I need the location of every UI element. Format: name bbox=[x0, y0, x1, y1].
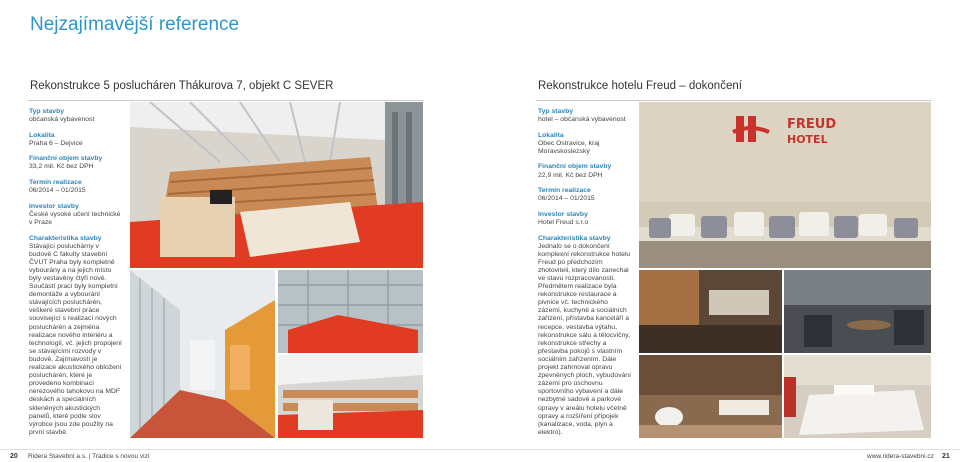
field-term bbox=[538, 187, 632, 203]
right-info-column bbox=[538, 108, 632, 437]
field-term bbox=[29, 179, 123, 195]
characteristics-label: Charakteristika stavby bbox=[29, 234, 102, 242]
footer-divider bbox=[0, 449, 960, 450]
acoustic-panels-photo bbox=[278, 270, 423, 353]
field-budget bbox=[29, 155, 123, 171]
field-label: Finanční objem stavby bbox=[29, 155, 103, 163]
left-project-title: Rekonstrukce 5 poslucháren Thákurova 7, objekt C SEVER bbox=[30, 80, 334, 92]
field-label: Typ stavby bbox=[29, 108, 65, 115]
field-label: Investor stavby bbox=[29, 202, 79, 210]
field-label: Lokalita bbox=[29, 131, 55, 139]
bathroom-photo bbox=[639, 355, 782, 438]
hotel-room-photo bbox=[784, 355, 931, 438]
characteristics-text: Stávající posluchárny v budově C fakulty stavební ČVUT Praha byly kompletně vybourány a na jejich místo byly vestavěny čtyři nové. Součástí prací byly kompletní demontáže a vybourání stávajících posluchárén, veškeré stavební práce související s realizací nových posluchárén a zejména realizace nového interiéru a technologií, vč. jejich propojení se stávajícími rozvody v budově. Zajímavostí je realizace akustického obložení posluchárén, které je provedeno kombinací nerezového tahokovu na MDF deskách a speciálních skleněných akustických panelů, které podle slov výrobce jsou zde použity na první stavbě. bbox=[29, 242, 122, 436]
field-investor bbox=[29, 203, 123, 227]
field-value: Praha 6 – Dejvice bbox=[29, 139, 83, 147]
left-info-column bbox=[29, 108, 123, 437]
characteristics-label: Charakteristika stavby bbox=[538, 234, 611, 242]
right-project-title: Rekonstrukce hotelu Freud – dokončení bbox=[538, 80, 742, 92]
divider-left bbox=[28, 100, 423, 101]
field-label: Lokalita bbox=[538, 131, 564, 139]
field-label: Typ stavby bbox=[538, 108, 574, 115]
field-value: hotel – občanská vybavenost bbox=[538, 116, 626, 124]
field-type bbox=[29, 108, 123, 124]
characteristics-text: Jednalo se o dokončení komplexní rekonstrukce hotelu Freud po předchozím zhotoviteli, který dílo zanechal ve stavu rozpracovanosti. Předmětem realizace byla rekonstrukce restaurace a pivnice vč. technického zázemí, kuchyně a sociálních zařízení, přístavba kanceláří a recepce, vestavba výtahu, rekonstrukce sálu a tělocvičny, rekonstrukce střechy a přestavba pokojů s vlastním sociálním zařízením. Dále projekt zahrnoval opravu zpevněných ploch, vybudování zázemí pro úschovnu sportovního vybavení a dále nezbytné sadové a parkové úpravy v areálu hotelu včetně opravy a rozšíření přípojek (kanalizace, voda, plyn a elektro). bbox=[538, 242, 631, 436]
cafe-photo bbox=[639, 270, 782, 353]
field-value: Obec Ostravice, kraj Moravskoslezský bbox=[538, 139, 600, 155]
field-label: Finanční objem stavby bbox=[538, 163, 612, 171]
corridor-photo bbox=[130, 270, 275, 438]
field-value: 22,9 mil. Kč bez DPH bbox=[538, 171, 603, 179]
page-number-right: 21 bbox=[942, 453, 950, 460]
field-location bbox=[29, 132, 123, 148]
page-number-left: 20 bbox=[10, 453, 18, 460]
restaurant-photo bbox=[784, 270, 931, 353]
footer-website[interactable]: www.ridera-stavebni.cz bbox=[867, 453, 934, 460]
hotel-lounge-photo bbox=[639, 102, 931, 268]
field-value: 33,2 mil. Kč bez DPH bbox=[29, 163, 94, 171]
field-value: České vysoké učení technické v Praze bbox=[29, 210, 121, 226]
footer-company: Ridera Stavební a.s. | Tradice s novou vizí bbox=[28, 453, 150, 460]
field-label: Investor stavby bbox=[538, 210, 588, 218]
field-investor bbox=[538, 211, 632, 227]
logo-text-hotel: HOTEL bbox=[787, 133, 828, 146]
field-value: Hotel Freud s.r.o bbox=[538, 218, 589, 226]
field-budget bbox=[538, 163, 632, 179]
field-label: Termín realizace bbox=[29, 179, 82, 187]
divider-right bbox=[536, 100, 931, 101]
logo-text-freud: FREUD bbox=[787, 117, 837, 132]
auditorium-photo bbox=[278, 355, 423, 438]
field-location bbox=[538, 132, 632, 156]
field-value: občanská vybavenost bbox=[29, 116, 95, 124]
field-type bbox=[538, 108, 632, 124]
page-title: Nejzajímavější reference bbox=[30, 14, 240, 35]
field-value: 06/2014 – 01/2015 bbox=[538, 195, 595, 203]
lecture-hall-photo bbox=[130, 102, 423, 268]
field-value: 06/2014 – 01/2015 bbox=[29, 187, 86, 195]
field-label: Termín realizace bbox=[538, 187, 591, 195]
